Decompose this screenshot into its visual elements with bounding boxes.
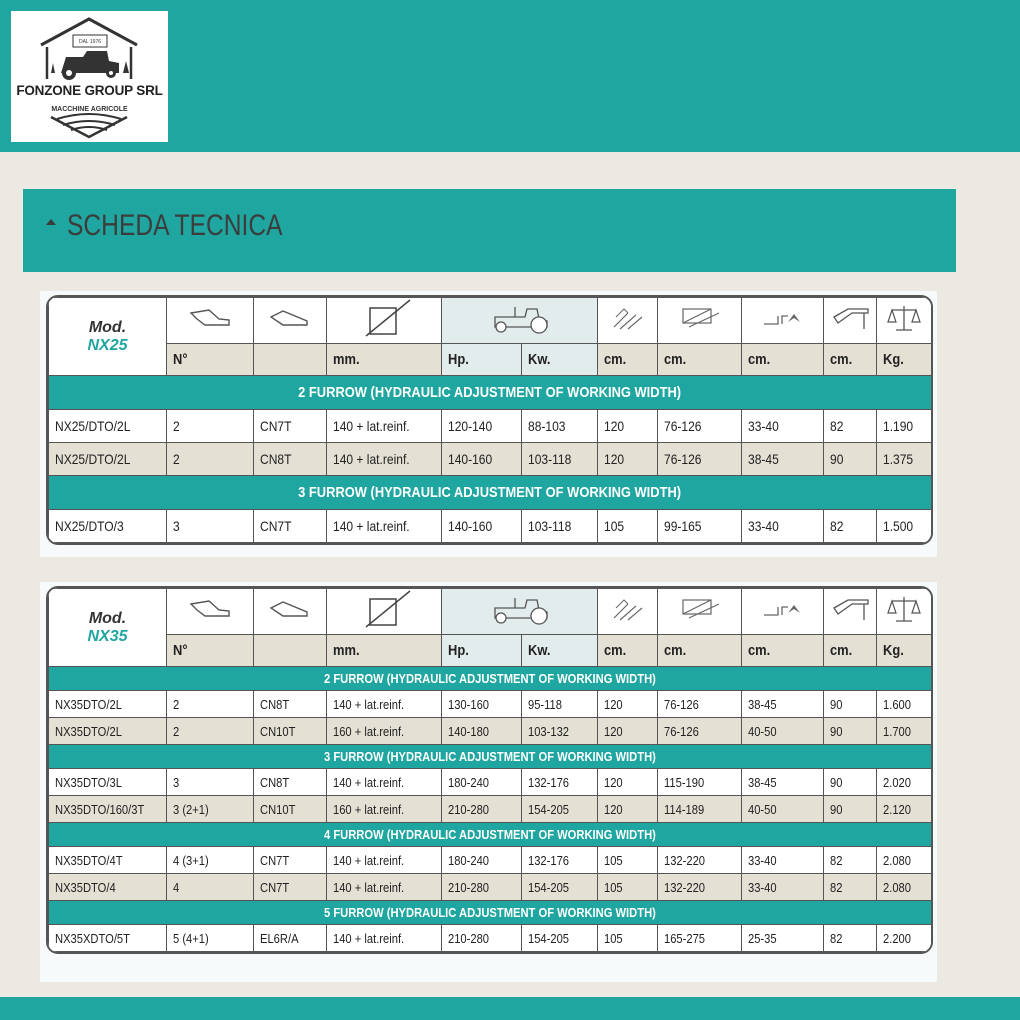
table-cell: NX25/DTO/2L <box>49 410 167 443</box>
table-cell: CN7T <box>254 847 327 874</box>
tractor-icon <box>485 592 555 631</box>
nx35-spec-panel <box>40 582 937 982</box>
table-cell: 90 <box>824 443 877 476</box>
header-icon-cell <box>658 589 742 635</box>
nx25-table-grid <box>48 297 932 543</box>
table-cell: 2.120 <box>877 796 932 823</box>
nx35-spec-table <box>46 586 933 954</box>
group-title: 4 FURROW (HYDRAULIC ADJUSTMENT OF WORKING WIDTH) <box>49 823 932 847</box>
table-cell: NX25/DTO/3 <box>49 510 167 543</box>
unit-header-cell: Kw. <box>522 344 598 376</box>
table-cell: 103-118 <box>522 510 598 543</box>
table-cell: 2 <box>167 718 254 745</box>
table-cell: NX35DTO/160/3T <box>49 796 167 823</box>
table-cell: 140 + lat.reinf. <box>327 847 442 874</box>
table-cell: 4 (3+1) <box>167 847 254 874</box>
table-cell: 3 <box>167 769 254 796</box>
table-cell: CN7T <box>254 874 327 901</box>
nx25-group-header <box>49 476 932 510</box>
table-cell: 1.375 <box>877 443 932 476</box>
table-cell: 5 (4+1) <box>167 925 254 952</box>
width-icon <box>344 589 424 634</box>
table-cell: 132-176 <box>522 769 598 796</box>
table-cell: CN10T <box>254 796 327 823</box>
logo-year: DAL 1976 <box>78 39 102 45</box>
table-row <box>49 769 932 796</box>
nx35-unit-header-row <box>49 635 932 667</box>
table-cell: NX35XDTO/5T <box>49 925 167 952</box>
unit-header-cell: N° <box>167 344 254 376</box>
unit-header-cell: cm. <box>598 635 658 667</box>
table-cell: 1.500 <box>877 510 932 543</box>
table-cell: 140 + lat.reinf. <box>327 925 442 952</box>
header-icon-cell <box>327 298 442 344</box>
table-cell: CN7T <box>254 410 327 443</box>
table-cell: 140-160 <box>442 510 522 543</box>
tech-sheet-toggle[interactable] <box>23 189 956 272</box>
table-cell: 154-205 <box>522 925 598 952</box>
nx25-group-header <box>49 376 932 410</box>
table-row <box>49 443 932 476</box>
body-icon <box>267 307 313 334</box>
table-cell: 210-280 <box>442 874 522 901</box>
table-cell: NX35DTO/2L <box>49 718 167 745</box>
table-cell: 33-40 <box>742 510 824 543</box>
table-cell: EL6R/A <box>254 925 327 952</box>
group-title: 2 FURROW (HYDRAULIC ADJUSTMENT OF WORKING WIDTH) <box>49 376 932 410</box>
scale-icon <box>884 593 924 630</box>
cut-icon <box>675 594 725 629</box>
table-cell: 210-280 <box>442 796 522 823</box>
table-cell: 105 <box>598 510 658 543</box>
table-cell: 120 <box>598 796 658 823</box>
table-cell: 33-40 <box>742 410 824 443</box>
group-title: 3 FURROW (HYDRAULIC ADJUSTMENT OF WORKING WIDTH) <box>49 476 932 510</box>
nx35-group-header <box>49 901 932 925</box>
unit-header-cell: cm. <box>598 344 658 376</box>
table-cell: 160 + lat.reinf. <box>327 796 442 823</box>
header-icon-cell <box>742 298 824 344</box>
nx25-icon-header-row <box>49 298 932 344</box>
table-cell: 3 (2+1) <box>167 796 254 823</box>
table-cell: 76-126 <box>658 718 742 745</box>
table-cell: NX35DTO/4 <box>49 874 167 901</box>
table-cell: 140 + lat.reinf. <box>327 510 442 543</box>
table-cell: 2.020 <box>877 769 932 796</box>
mod-label: Mod. <box>88 609 127 627</box>
table-cell: 105 <box>598 925 658 952</box>
table-cell: 4 <box>167 874 254 901</box>
table-cell: NX35DTO/2L <box>49 691 167 718</box>
logo-company-name: FONZONE GROUP SRL <box>16 83 163 98</box>
table-cell: 2 <box>167 410 254 443</box>
table-cell: 99-165 <box>658 510 742 543</box>
table-cell: CN8T <box>254 769 327 796</box>
table-row <box>49 874 932 901</box>
nx35-icon-header-row <box>49 589 932 635</box>
table-cell: 140 + lat.reinf. <box>327 691 442 718</box>
clearance-icon <box>758 306 808 335</box>
table-cell: 120 <box>598 443 658 476</box>
header-icon-cell <box>254 298 327 344</box>
unit-header-cell: cm. <box>658 344 742 376</box>
frame-icon <box>828 303 872 338</box>
table-cell: 140-180 <box>442 718 522 745</box>
table-cell: 90 <box>824 691 877 718</box>
table-cell: 130-160 <box>442 691 522 718</box>
unit-header-cell <box>254 635 327 667</box>
cut-icon <box>675 303 725 338</box>
table-cell: 103-132 <box>522 718 598 745</box>
table-cell: 82 <box>824 510 877 543</box>
unit-header-cell: Hp. <box>442 635 522 667</box>
table-cell: 90 <box>824 769 877 796</box>
caret-up-icon <box>46 219 56 225</box>
header-icon-cell <box>742 589 824 635</box>
unit-header-cell: Kw. <box>522 635 598 667</box>
table-cell: 76-126 <box>658 691 742 718</box>
header-icon-cell <box>167 589 254 635</box>
frame-icon <box>828 594 872 629</box>
nx25-model-cell <box>49 298 167 376</box>
unit-header-cell: cm. <box>742 635 824 667</box>
table-cell: 120 <box>598 691 658 718</box>
table-cell: 40-50 <box>742 718 824 745</box>
table-cell: 120 <box>598 718 658 745</box>
unit-header-cell: cm. <box>824 344 877 376</box>
group-title: 2 FURROW (HYDRAULIC ADJUSTMENT OF WORKING WIDTH) <box>49 667 932 691</box>
unit-header-cell: N° <box>167 635 254 667</box>
bottom-banner <box>0 997 1020 1020</box>
table-cell: 38-45 <box>742 691 824 718</box>
header-icon-cell <box>167 298 254 344</box>
table-cell: 105 <box>598 874 658 901</box>
header-icon-cell <box>824 298 877 344</box>
table-cell: 140 + lat.reinf. <box>327 410 442 443</box>
width-icon <box>344 298 424 343</box>
table-cell: 160 + lat.reinf. <box>327 718 442 745</box>
group-title: 3 FURROW (HYDRAULIC ADJUSTMENT OF WORKING WIDTH) <box>49 745 932 769</box>
table-cell: 82 <box>824 925 877 952</box>
nx35-table-grid <box>48 588 932 952</box>
nx35-model-cell <box>49 589 167 667</box>
unit-header-cell: mm. <box>327 344 442 376</box>
nx25-unit-header-row <box>49 344 932 376</box>
table-row <box>49 718 932 745</box>
model-name: NX35 <box>87 627 128 645</box>
table-cell: 140 + lat.reinf. <box>327 874 442 901</box>
table-row <box>49 796 932 823</box>
table-cell: 210-280 <box>442 925 522 952</box>
furrow-icon <box>187 598 233 625</box>
table-cell: 33-40 <box>742 847 824 874</box>
table-cell: CN8T <box>254 691 327 718</box>
group-title: 5 FURROW (HYDRAULIC ADJUSTMENT OF WORKING WIDTH) <box>49 901 932 925</box>
table-cell: 154-205 <box>522 796 598 823</box>
header-icon-cell <box>598 589 658 635</box>
table-cell: 114-189 <box>658 796 742 823</box>
table-cell: 132-220 <box>658 874 742 901</box>
table-cell: 95-118 <box>522 691 598 718</box>
unit-header-cell: cm. <box>742 344 824 376</box>
scale-icon <box>884 302 924 339</box>
nx35-group-header <box>49 745 932 769</box>
nx25-spec-table <box>46 295 933 545</box>
table-cell: 1.700 <box>877 718 932 745</box>
top-banner <box>0 0 1020 152</box>
nx25-spec-panel <box>40 291 937 557</box>
table-cell: 120 <box>598 410 658 443</box>
header-icon-cell <box>877 589 932 635</box>
table-cell: 38-45 <box>742 769 824 796</box>
unit-header-cell <box>254 344 327 376</box>
table-cell: 2 <box>167 691 254 718</box>
table-cell: 120-140 <box>442 410 522 443</box>
unit-header-cell: cm. <box>658 635 742 667</box>
table-cell: 165-275 <box>658 925 742 952</box>
header-icon-cell <box>327 589 442 635</box>
table-cell: 140 + lat.reinf. <box>327 769 442 796</box>
table-cell: 132-176 <box>522 847 598 874</box>
table-cell: 140 + lat.reinf. <box>327 443 442 476</box>
table-cell: 88-103 <box>522 410 598 443</box>
table-row <box>49 691 932 718</box>
table-cell: CN7T <box>254 510 327 543</box>
table-cell: 140-160 <box>442 443 522 476</box>
table-cell: NX35DTO/4T <box>49 847 167 874</box>
unit-header-cell: Kg. <box>877 635 932 667</box>
table-cell: 180-240 <box>442 769 522 796</box>
logo-emblem-icon <box>11 11 168 142</box>
logo-tagline: MACCHINE AGRICOLE <box>51 106 128 113</box>
table-cell: 103-118 <box>522 443 598 476</box>
table-cell: 2.200 <box>877 925 932 952</box>
unit-header-cell: Kg. <box>877 344 932 376</box>
tractor-icon <box>485 301 555 340</box>
table-cell: 1.190 <box>877 410 932 443</box>
depth-icon <box>608 303 648 338</box>
header-icon-cell <box>824 589 877 635</box>
header-icon-cell <box>254 589 327 635</box>
table-cell: 76-126 <box>658 443 742 476</box>
model-name: NX25 <box>87 336 128 354</box>
table-cell: 82 <box>824 410 877 443</box>
table-cell: 154-205 <box>522 874 598 901</box>
depth-icon <box>608 594 648 629</box>
table-row <box>49 510 932 543</box>
header-icon-cell <box>442 298 598 344</box>
nx35-group-header <box>49 667 932 691</box>
section-title: SCHEDA TECNICA <box>67 209 283 242</box>
furrow-icon <box>187 307 233 334</box>
header-icon-cell <box>442 589 598 635</box>
table-row <box>49 847 932 874</box>
table-cell: 2 <box>167 443 254 476</box>
table-row <box>49 925 932 952</box>
table-cell: 76-126 <box>658 410 742 443</box>
company-logo[interactable] <box>11 11 168 142</box>
table-cell: NX25/DTO/2L <box>49 443 167 476</box>
table-cell: 82 <box>824 874 877 901</box>
table-cell: 132-220 <box>658 847 742 874</box>
table-cell: 105 <box>598 847 658 874</box>
table-cell: 180-240 <box>442 847 522 874</box>
table-cell: 2.080 <box>877 874 932 901</box>
table-cell: 82 <box>824 847 877 874</box>
table-cell: 33-40 <box>742 874 824 901</box>
unit-header-cell: Hp. <box>442 344 522 376</box>
header-icon-cell <box>658 298 742 344</box>
table-cell: 40-50 <box>742 796 824 823</box>
table-cell: 1.600 <box>877 691 932 718</box>
table-cell: 115-190 <box>658 769 742 796</box>
nx35-group-header <box>49 823 932 847</box>
table-cell: 90 <box>824 796 877 823</box>
header-icon-cell <box>598 298 658 344</box>
table-cell: 38-45 <box>742 443 824 476</box>
unit-header-cell: mm. <box>327 635 442 667</box>
table-cell: 2.080 <box>877 847 932 874</box>
table-cell: 3 <box>167 510 254 543</box>
header-icon-cell <box>877 298 932 344</box>
table-cell: NX35DTO/3L <box>49 769 167 796</box>
table-row <box>49 410 932 443</box>
table-cell: CN10T <box>254 718 327 745</box>
mod-label: Mod. <box>88 318 127 336</box>
table-cell: 90 <box>824 718 877 745</box>
body-icon <box>267 598 313 625</box>
unit-header-cell: cm. <box>824 635 877 667</box>
table-cell: 25-35 <box>742 925 824 952</box>
clearance-icon <box>758 597 808 626</box>
table-cell: 120 <box>598 769 658 796</box>
table-cell: CN8T <box>254 443 327 476</box>
